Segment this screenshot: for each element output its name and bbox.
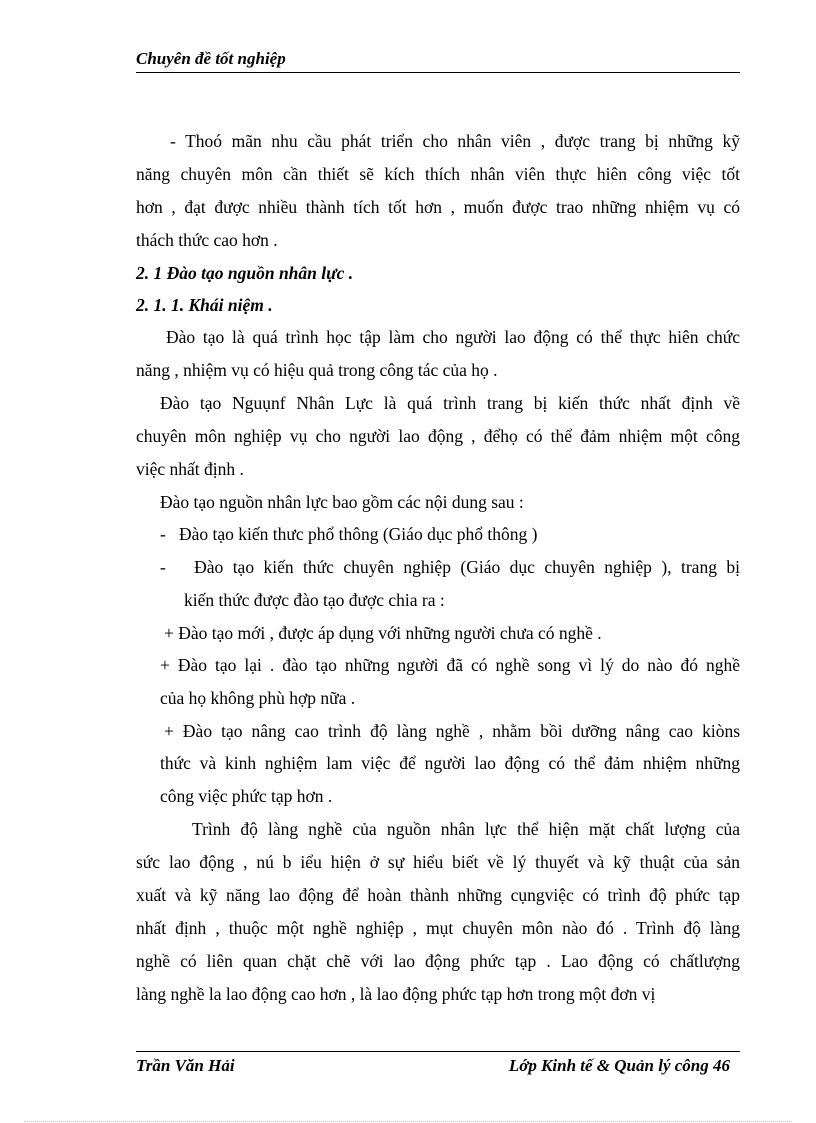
page-header	[136, 48, 740, 73]
sub-list-item-continuation: công việc phức tạp hơn .	[160, 786, 333, 806]
list-item: - Đào tạo kiến thưc phổ thông (Giáo dục phổ thông )	[160, 524, 538, 544]
body-line: Đào tạo nguồn nhân lực bao gồm các nội dung sau :	[160, 492, 524, 512]
page-edge-divider	[24, 1121, 792, 1122]
body-line: Đào tạo là quá trình học tập làm cho người lao động có thể thực hiên chức	[166, 327, 740, 347]
sub-list-item: + Đào tạo nâng cao trình độ làng nghề , nhằm bồi dưỡng nâng cao kiòns	[164, 721, 740, 741]
footer-class: Lớp Kinh tế & Quản lý công 46	[508, 1056, 730, 1075]
body-line: chuyên môn nghiệp vụ cho người lao động , đểhọ có thể đảm nhiệm một công	[136, 426, 740, 446]
body-line: sức lao động , nú b iểu hiện ở sự hiểu biết về lý thuyết và kỹ thuật của sản	[136, 852, 740, 872]
footer-author: Trần Văn Hải	[136, 1056, 235, 1075]
body-line: năng , nhiệm vụ có hiệu quả trong công tác của họ .	[136, 360, 498, 380]
body-line: nhất định , thuộc một nghề nghiệp , mụt chuyên môn nào đó . Trình độ làng	[136, 918, 740, 938]
body-line: Trình độ làng nghề của nguồn nhân lực thể hiện mặt chất lượng của	[192, 819, 740, 839]
body-line: Đào tạo Nguụnf Nhân Lực là quá trình trang bị kiến thức nhất định về	[160, 393, 740, 413]
body-line: nghề có liên quan chặt chẽ với lao động phức tạp . Lao động có chấtlượng	[136, 951, 740, 971]
sub-list-item: + Đào tạo lại . đào tạo những người đã có nghề song vì lý do nào đó nghề	[160, 655, 740, 675]
body-line: thách thức cao hơn .	[136, 230, 278, 250]
body-line: làng nghề la lao động cao hơn , là lao động phức tạp hơn trong một đơn vị	[136, 984, 656, 1004]
body-line: xuất và kỹ năng lao động để hoàn thành những cụngviệc có trình độ phức tạp	[136, 885, 740, 905]
body-line: việc nhất định .	[136, 459, 244, 479]
list-item: - Đào tạo kiến thức chuyên nghiệp (Giáo dục chuyên nghiệp ), trang bị	[160, 557, 740, 577]
section-heading: 2. 1 Đào tạo nguồn nhân lực .	[136, 263, 354, 283]
subsection-heading: 2. 1. 1. Khái niệm .	[136, 295, 273, 315]
list-item-continuation: kiến thức được đào tạo được chia ra :	[184, 590, 445, 610]
header-title: Chuyên đề tốt nghiệp	[136, 49, 286, 68]
body-line: năng chuyên môn cần thiết sẽ kích thích nhân viên thực hiên công việc tốt	[136, 164, 740, 184]
body-line: hơn , đạt được nhiều thành tích tốt hơn , muốn được trao những nhiệm vụ có	[136, 197, 740, 217]
page-footer	[136, 1051, 740, 1076]
sub-list-item: + Đào tạo mới , được áp dụng với những người chưa có nghề .	[164, 623, 602, 643]
sub-list-item-continuation: thức và kinh nghiệm lam việc để người lao động có thể đảm nhiệm những	[160, 753, 740, 773]
sub-list-item-continuation: của họ không phù hợp nữa .	[160, 688, 356, 708]
body-line: - Thoó mãn nhu cầu phát triển cho nhân viên , được trang bị những kỹ	[170, 131, 740, 151]
